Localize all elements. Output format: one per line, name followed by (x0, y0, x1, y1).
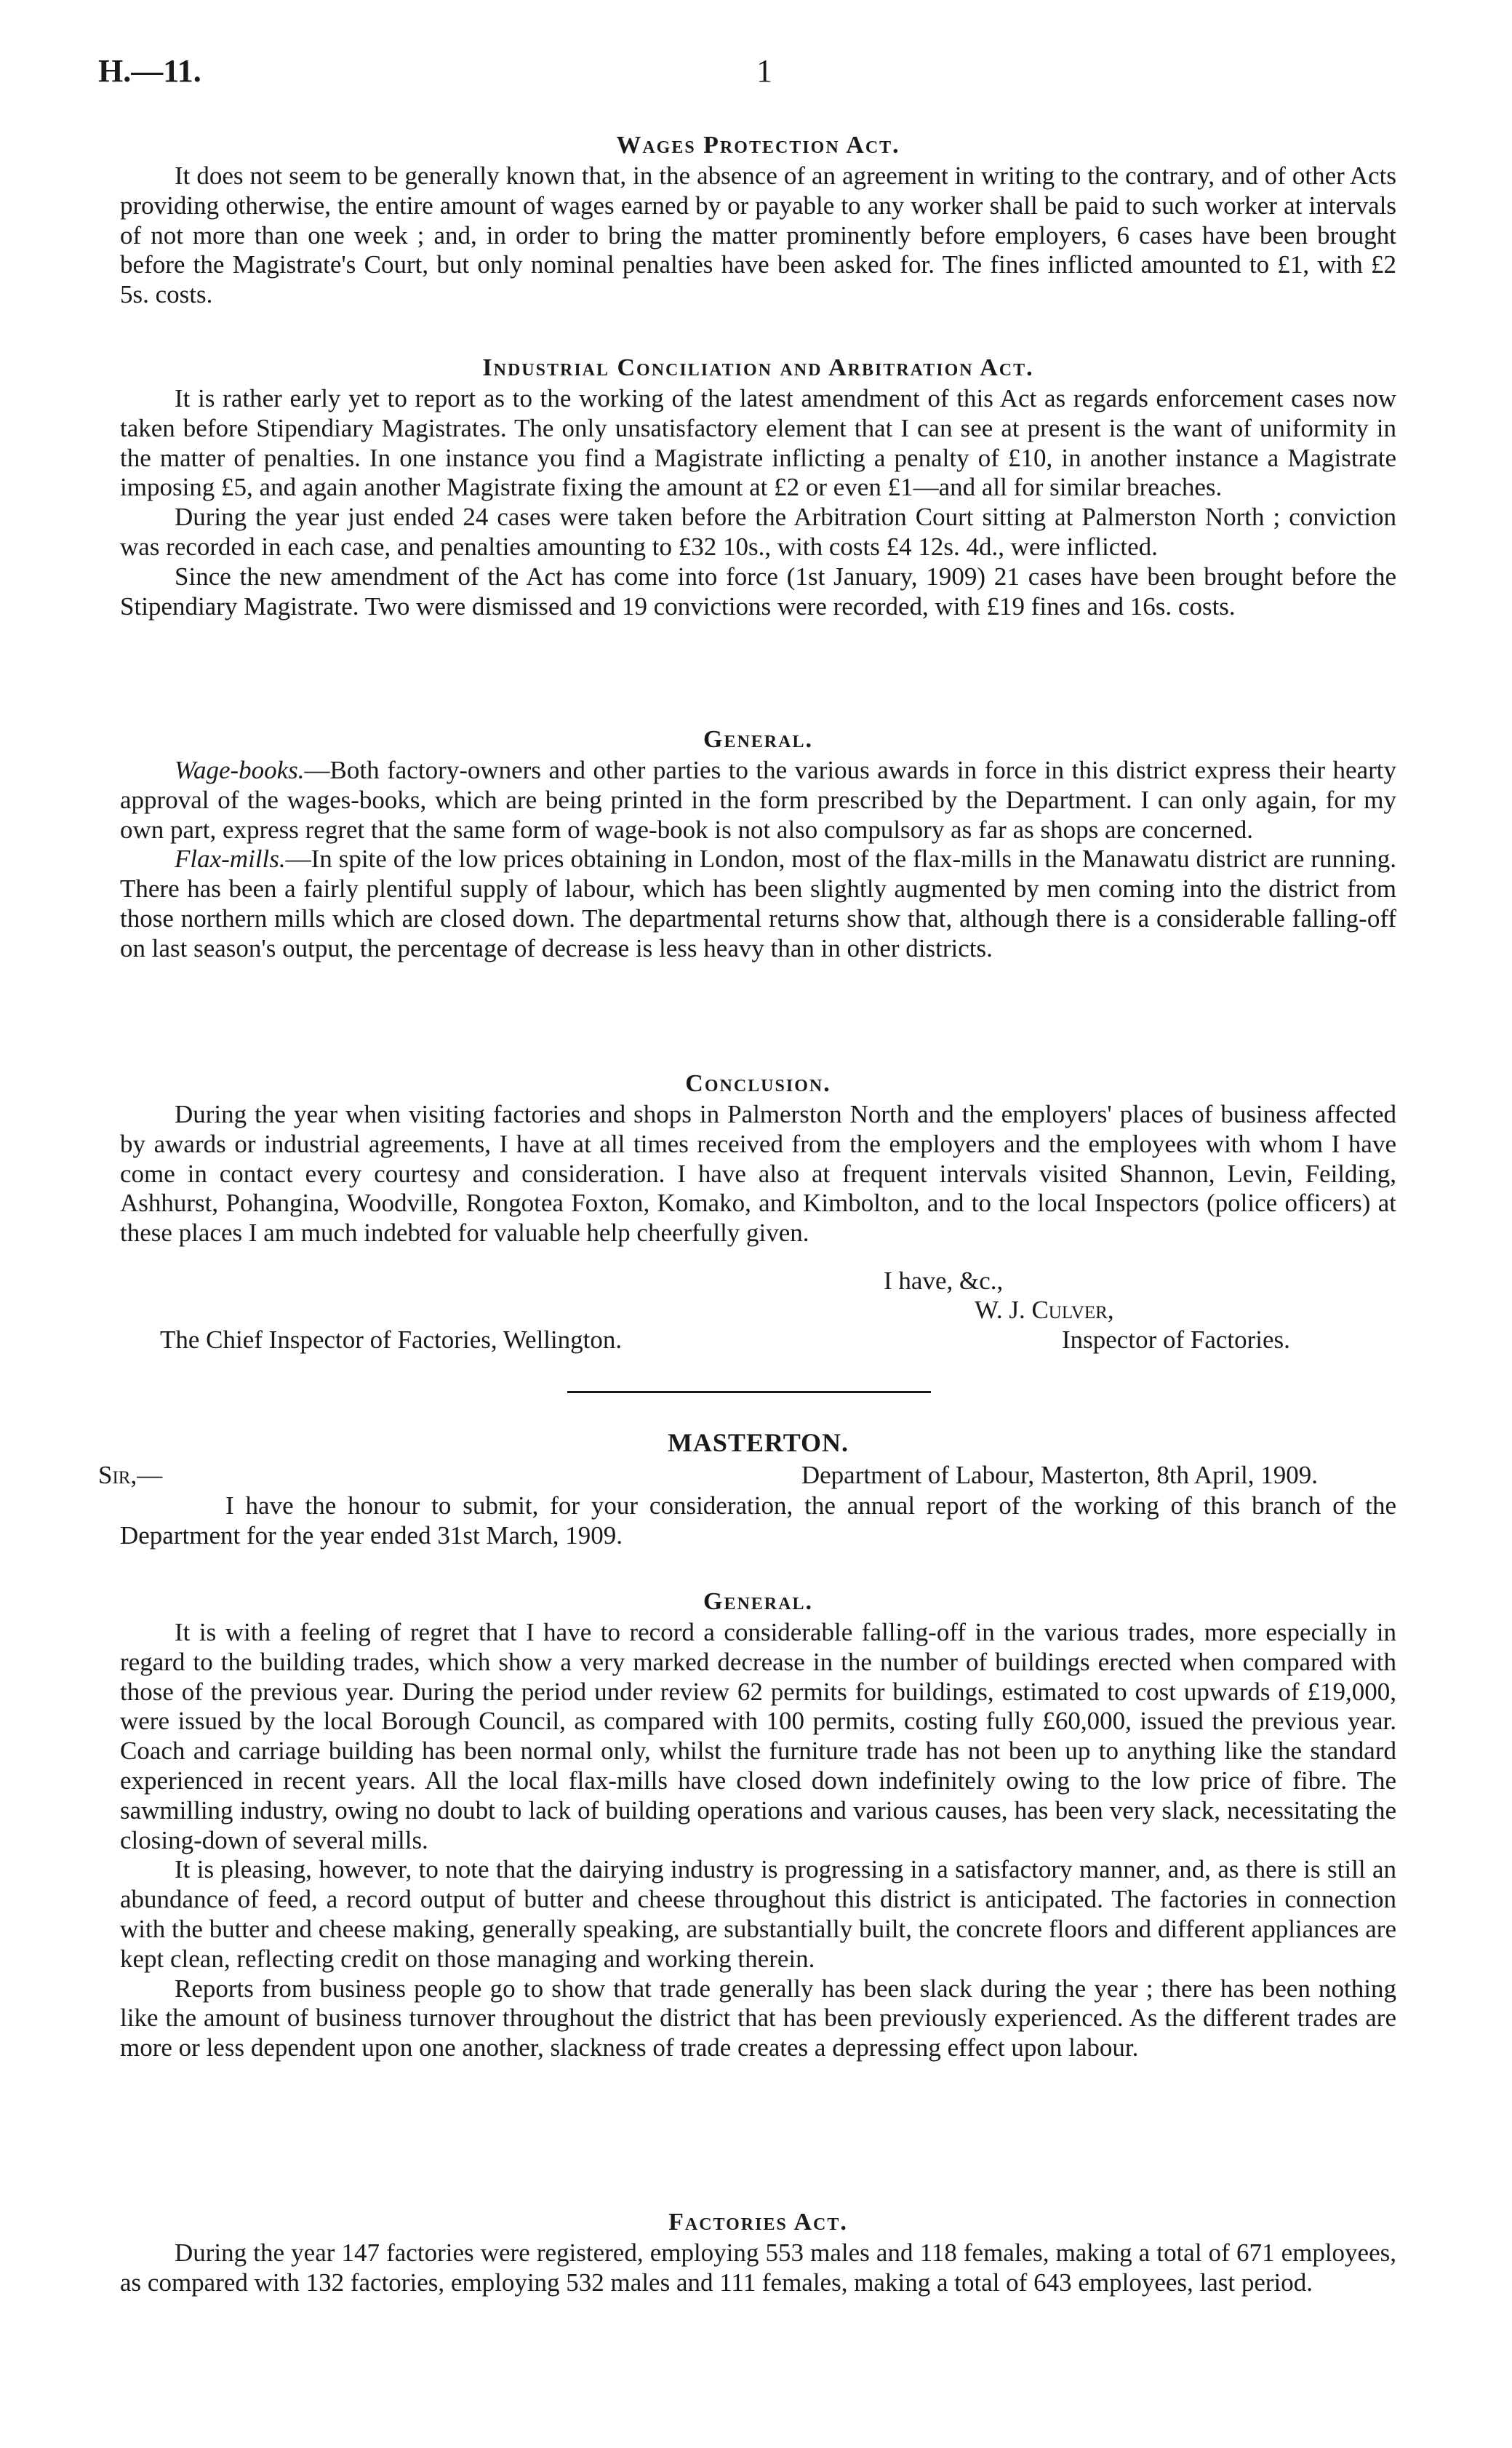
section-heading: Wages Protection Act. (616, 132, 900, 159)
section-factories-act (120, 2206, 1396, 2298)
signer-name: W. J. Culver, (975, 1296, 1114, 1324)
district-heading: MASTERTON. (667, 1428, 849, 1457)
document-code: H.—11. (98, 53, 201, 89)
paragraph: It is with a feeling of regret that I have to record a considerable falling-off in the various trades, more especially in regard to the building trades, which show a very marked decrease in the number of buildings erected when compared with those of the previous year. During the period under review 62 permits for buildings, estimated to cost upwards of £19,000, were issued by the local Borough Council, as compared with 100 permits, costing fully £60,000, issued the previous year. Coach and carriage building has been normal only, whilst the furniture trade has not been up to anything like the standard experienced in recent years. All the local flax-mills have closed down indefinitely owing to the low price of fibre. The sawmilling industry, owing no doubt to lack of building operations and various causes, has been very slack, necessitating the closing-down of several mills. (120, 1618, 1396, 1854)
paragraph: During the year 147 factories were registered, employing 553 males and 118 females, making a total of 671 employees, as compared with 132 factories, employing 532 males and 111 females, making a total of 643 employees, last period. (120, 2238, 1396, 2297)
section-conclusion (120, 1068, 1396, 1248)
paragraph: During the year just ended 24 cases were taken before the Arbitration Court sitting at Palmerston North ; conviction was recorded in each case, and penalties amounting to £32 10s., with costs £4 12s. 4d., were inflicted. (120, 503, 1396, 561)
paragraph-text: —In spite of the low prices obtaining in London, most of the flax-mills in the Manawatu district are running. There has been a fairly plentiful supply of labour, which has been slightly augmented by men coming into the district from those northern mills which are closed down. The departmental returns show that, although there is a considerable falling-off on last season's output, the percentage of decrease is less heavy than in other districts. (120, 845, 1396, 962)
paragraph: I have the honour to submit, for your consideration, the annual report of the working of this branch of the Department for the year ended 31st March, 1909. (120, 1491, 1396, 1550)
dateline: Department of Labour, Masterton, 8th April, 1909. (801, 1461, 1318, 1489)
salutation-line (98, 1459, 1396, 1491)
paragraph: It is pleasing, however, to note that the dairying industry is progressing in a satisfactory manner, and, as there is still an abundance of feed, a record output of butter and cheese throughout this district is anticipated. The factories in connection with the butter and cheese making, generally speaking, are substantially built, the concrete floors and different appliances are kept clean, reflecting credit on those managing and working therein. (120, 1855, 1396, 1973)
run-in-heading: Flax-mills. (175, 845, 286, 874)
paragraph-text: —Both factory-owners and other parties to the various awards in force in this district express their hearty approval of the wages-books, which are being printed in the form prescribed by the Department. I can only again, for my own part, express regret that the same form of wage-book is not also compulsory as far as shops are concerned. (120, 756, 1396, 844)
signer-title: Inspector of Factories. (1062, 1325, 1290, 1354)
paragraph: Since the new amendment of the Act has come into force (1st January, 1909) 21 cases have been brought before the Stipendiary Magistrate. Two were dismissed and 19 convictions were recorded, with £19 fines and 16s. costs. (120, 562, 1396, 621)
paragraph: During the year when visiting factories and shops in Palmerston North and the employers' places of business affected by awards or industrial agreements, I have at all times received from the employers and the employees with whom I have come in contact every courtesy and consideration. I have also at frequent intervals visited Shannon, Levin, Feilding, Ashhurst, Pohangina, Woodville, Rongotea Foxton, Komako, and Kimbolton, and to the local Inspectors (police officers) at these places I am much indebted for valuable help cheerfully given. (120, 1100, 1396, 1248)
section-heading: General. (703, 1588, 813, 1615)
section-arbitration (120, 352, 1396, 621)
section-divider (567, 1391, 931, 1393)
closing: I have, &c., (884, 1267, 1004, 1295)
run-in-heading: Wage-books. (175, 756, 305, 784)
paragraph: It is rather early yet to report as to the working of the latest amendment of this Act as regards enforcement cases now taken before Stipendiary Magistrates. The only unsatisfactory element that I can see at present is the want of uniformity in the matter of penalties. In one instance you find a Magistrate inflicting a penalty of £10, in another instance a Magistrate imposing £5, and again another Magistrate fixing the amount at £2 or even £1—and all for similar breaches. (120, 384, 1396, 502)
section-heading: Conclusion. (685, 1070, 831, 1097)
paragraph-wage-books (120, 756, 1396, 845)
section-masterton (98, 1426, 1396, 1551)
section-general-masterton (120, 1586, 1396, 2063)
page-number: 1 (756, 53, 772, 89)
section-heading: General. (703, 726, 813, 753)
section-wages-protection (120, 129, 1396, 310)
addressee: The Chief Inspector of Factories, Wellington. (160, 1325, 623, 1354)
paragraph-flax-mills (120, 845, 1396, 963)
section-heading: Industrial Conciliation and Arbitration Act. (482, 354, 1034, 381)
section-general-palmerston (120, 724, 1396, 964)
salutation: Sir,— (98, 1461, 163, 1489)
paragraph: Reports from business people go to show that trade generally has been slack during the year ; there has been nothing like the amount of business turnover throughout the district that has been previously experienced. As the different trades are more or less dependent upon one another, slackness of trade creates a depressing effect upon labour. (120, 1974, 1396, 2062)
section-heading: Factories Act. (668, 2209, 848, 2236)
paragraph: It does not seem to be generally known that, in the absence of an agreement in writing to the contrary, and of other Acts providing otherwise, the entire amount of wages earned by or payable to any worker shall be paid to such worker at intervals of not more than one week ; and, in order to bring the matter prominently before employers, 6 cases have been brought before the Magistrate's Court, but only nominal penalties have been asked for. The fines inflicted amounted to £1, with £2 5s. costs. (120, 162, 1396, 309)
running-header (98, 52, 1407, 96)
signature-block (120, 1267, 1396, 1404)
